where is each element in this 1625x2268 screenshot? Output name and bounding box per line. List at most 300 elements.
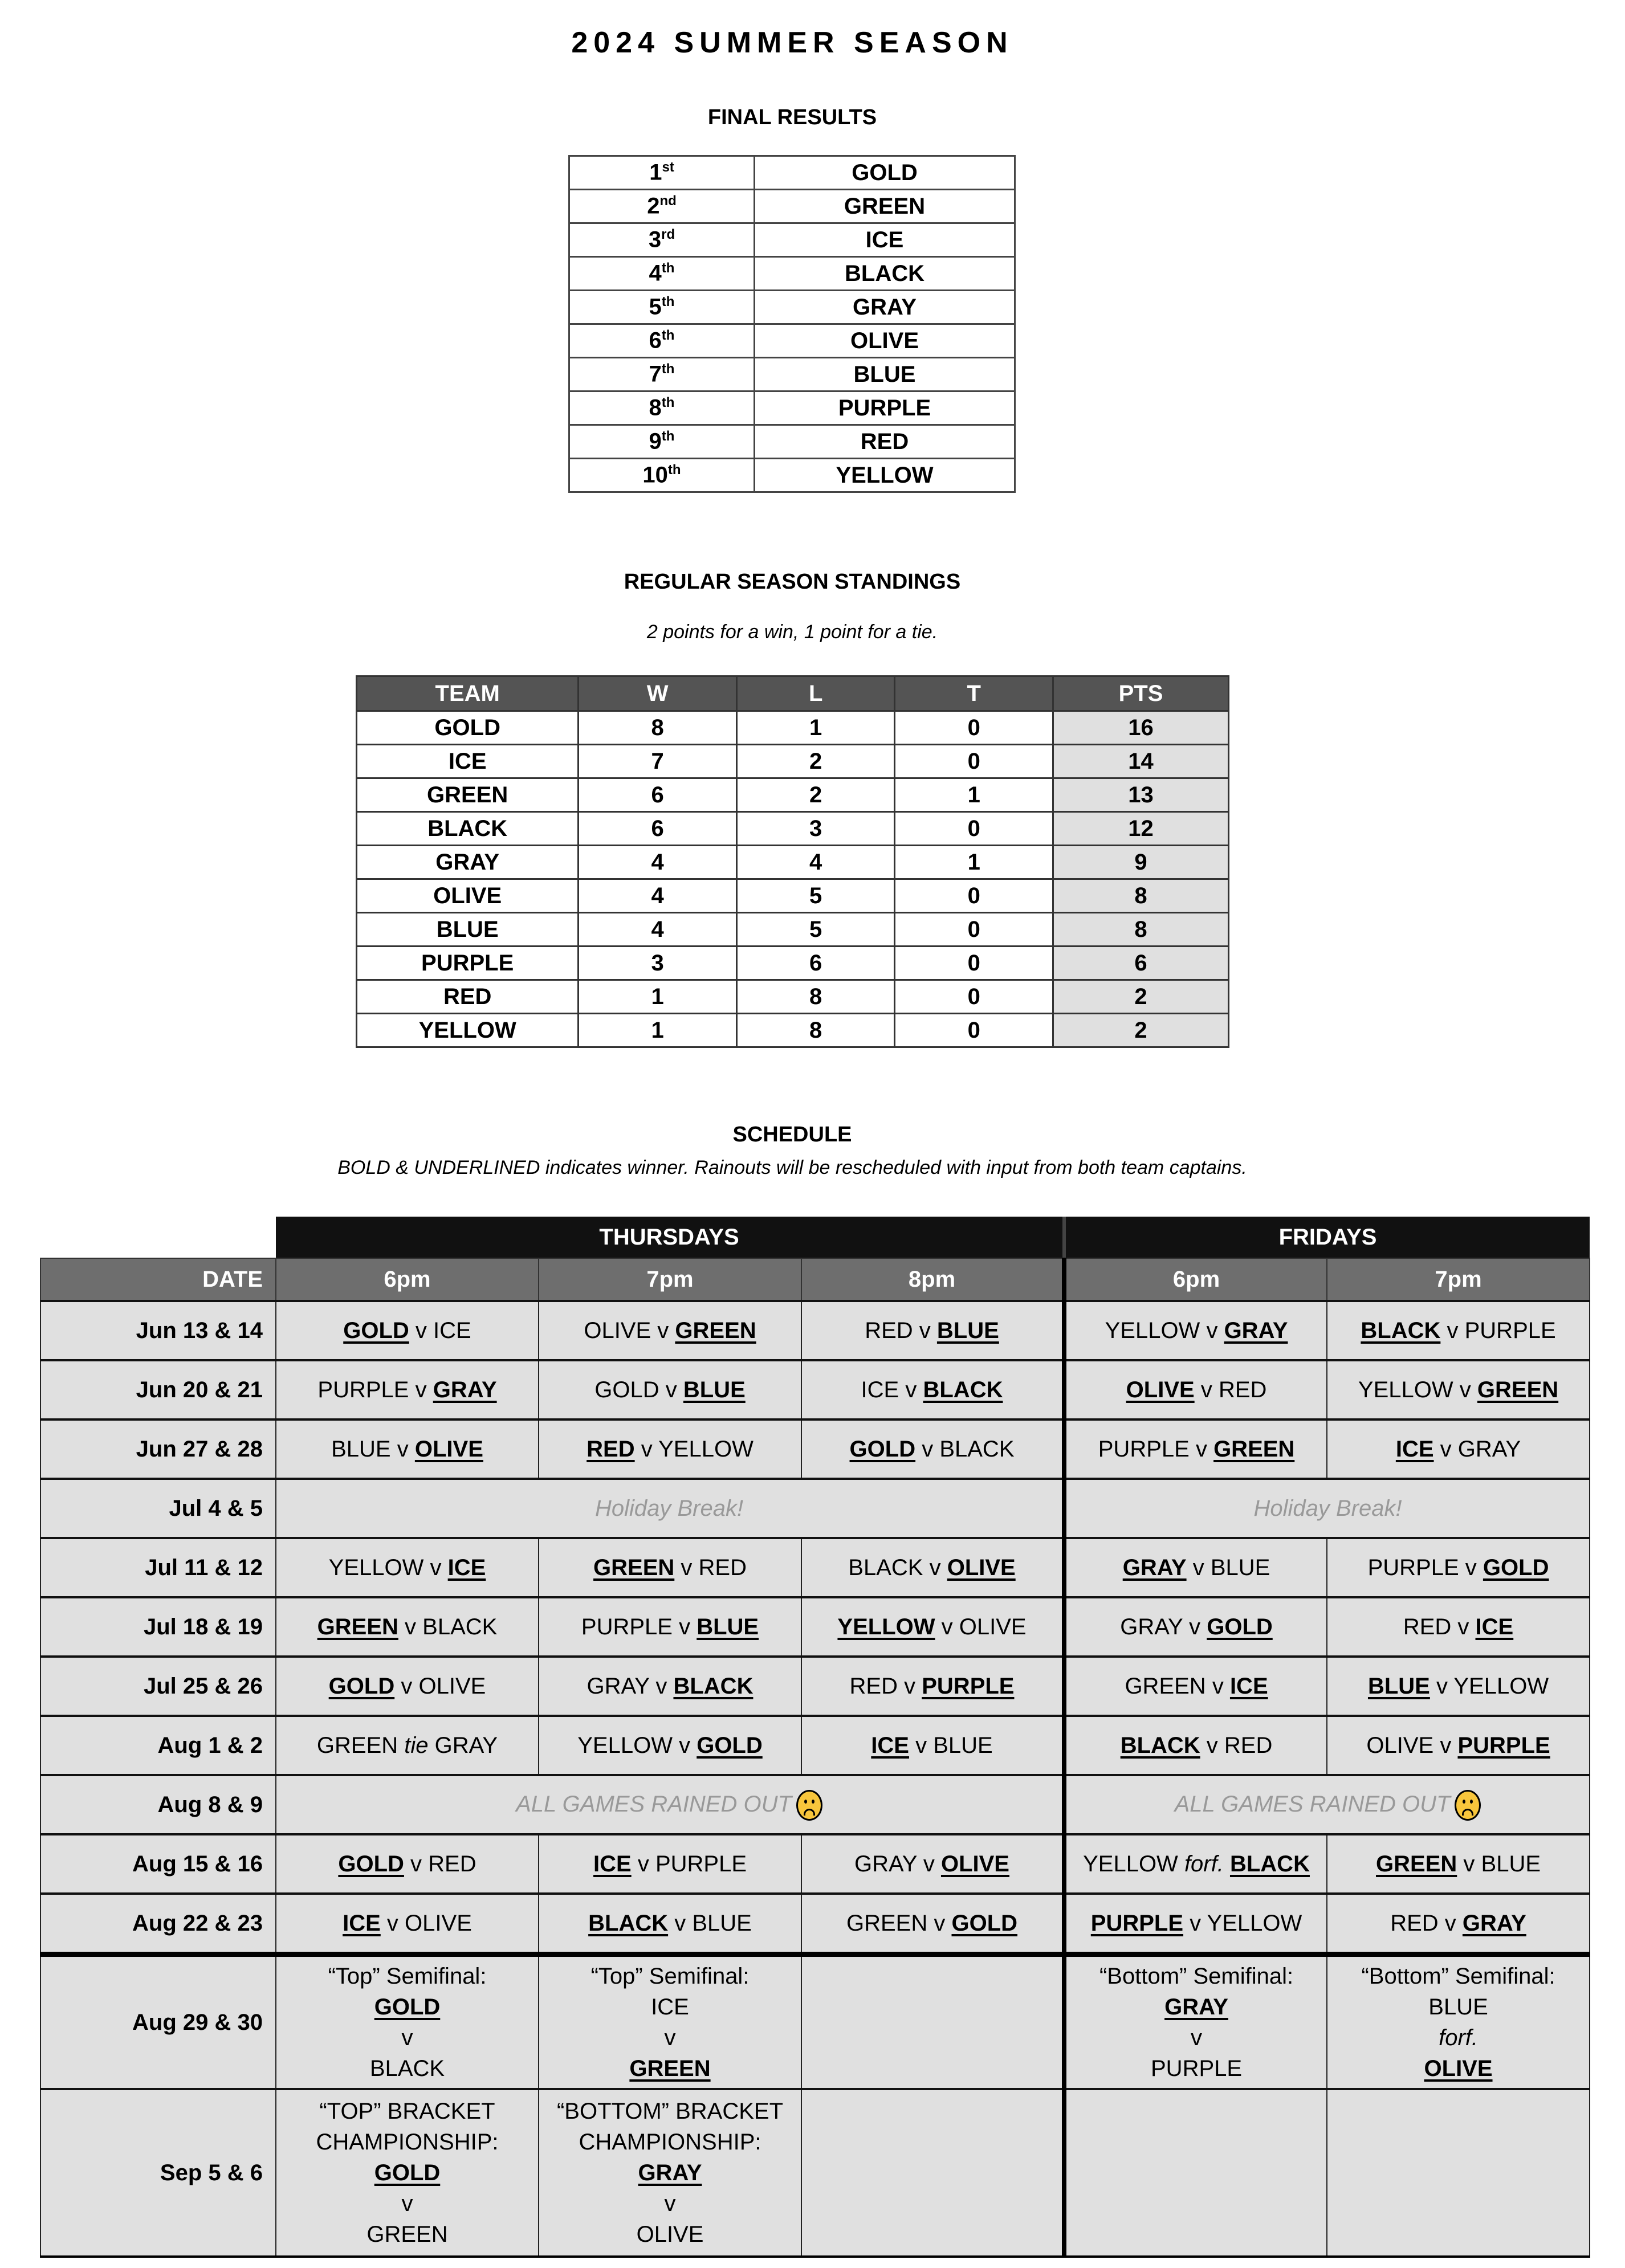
losses-cell: 5: [736, 913, 895, 947]
winning-team: GREEN: [629, 2056, 711, 2081]
wins-cell: 7: [579, 745, 737, 778]
team-name: OLIVE: [584, 1318, 651, 1343]
versus-separator: v: [405, 1614, 417, 1639]
place-suffix: th: [661, 361, 675, 377]
winning-team: GREEN: [1477, 1377, 1559, 1402]
final-result-row: [569, 324, 1015, 358]
team-name: ICE: [651, 1994, 689, 2020]
frown-face-icon: [796, 1790, 822, 1821]
winning-team: GRAY: [638, 2160, 702, 2185]
versus-separator: v: [915, 1733, 927, 1758]
week-date: Aug 22 & 23: [40, 1894, 276, 1955]
playoff-game-cell: [539, 1955, 801, 2090]
game-label: “Bottom” Semifinal:: [1361, 1964, 1555, 1989]
team-cell: GRAY: [357, 846, 579, 879]
schedule-week-row: [40, 1301, 1590, 1360]
winning-team: RED: [587, 1437, 635, 1462]
team-name: BLACK: [848, 1555, 923, 1580]
versus-separator: v: [386, 1911, 398, 1936]
standings-row: [357, 913, 1229, 947]
place-cell: [569, 156, 755, 190]
place-cell: [569, 459, 755, 492]
winning-team: GREEN: [317, 1614, 398, 1639]
versus-separator: v: [397, 1437, 409, 1462]
frown-face-icon: [1455, 1790, 1481, 1821]
game-cell: [539, 1538, 801, 1597]
team-name: OLIVE: [405, 1911, 472, 1936]
game-cell: [1064, 1360, 1327, 1419]
place-number: 3: [648, 227, 662, 252]
game-cell: [801, 1894, 1064, 1955]
versus-separator: v: [681, 1555, 693, 1580]
team-name: RED: [1218, 1377, 1267, 1402]
schedule-week-row: [40, 1657, 1590, 1716]
place-cell: [569, 324, 755, 358]
versus-separator: v: [1459, 1377, 1471, 1402]
versus-separator: v: [401, 2025, 413, 2050]
losses-cell: 1: [736, 711, 895, 745]
team-cell: ICE: [357, 745, 579, 778]
wins-cell: 1: [579, 1014, 737, 1047]
losses-cell: 8: [736, 1014, 895, 1047]
place-suffix: rd: [661, 227, 675, 243]
winning-team: YELLOW: [837, 1614, 935, 1639]
place-suffix: th: [661, 328, 675, 344]
winning-team: GOLD: [1207, 1614, 1273, 1639]
team-name: BLUE: [1428, 1994, 1488, 2020]
playoff-game-cell: [276, 2089, 539, 2257]
versus-separator: v: [665, 1377, 677, 1402]
versus-separator: v: [1457, 1614, 1469, 1639]
versus-separator: v: [1212, 1674, 1224, 1699]
team-name: BLUE: [1210, 1555, 1270, 1580]
game-cell: [276, 1538, 539, 1597]
game-cell: [539, 1360, 801, 1419]
versus-separator: v: [410, 1851, 422, 1877]
game-line: [539, 1992, 801, 2022]
schedule-week-row: [40, 1716, 1590, 1775]
game-cell: [276, 1597, 539, 1657]
game-cell: [1327, 1834, 1590, 1894]
schedule-note-text: ALL GAMES RAINED OUT: [516, 1791, 792, 1817]
winning-team: GOLD: [338, 1851, 404, 1877]
game-label: CHAMPIONSHIP:: [316, 2130, 499, 2155]
winning-team: ICE: [343, 1911, 381, 1936]
versus-separator: v: [905, 1377, 917, 1402]
game-cell: [1327, 1716, 1590, 1775]
team-name: RED: [698, 1555, 747, 1580]
versus-separator: v: [929, 1555, 941, 1580]
ties-cell: 0: [895, 711, 1053, 745]
ties-cell: 0: [895, 745, 1053, 778]
team-name: BLACK: [939, 1437, 1015, 1462]
losses-cell: 4: [736, 846, 895, 879]
schedule-week-row: [40, 1894, 1590, 1955]
ties-cell: 0: [895, 947, 1053, 980]
game-cell: [1327, 1894, 1590, 1955]
standings-column-header: PTS: [1053, 676, 1228, 711]
date-column-header: DATE: [40, 1258, 276, 1301]
standings-row: [357, 711, 1229, 745]
team-name: RED: [865, 1318, 913, 1343]
team-name: PURPLE: [1098, 1437, 1190, 1462]
place-number: 8: [649, 395, 662, 421]
versus-separator: v: [1192, 1555, 1204, 1580]
thursday-note-cell: [276, 1479, 1064, 1538]
team-name: PURPLE: [581, 1614, 673, 1639]
place-suffix: th: [661, 429, 675, 444]
team-name: YELLOW: [577, 1733, 673, 1758]
ties-cell: 1: [895, 778, 1053, 812]
game-cell: [801, 1360, 1064, 1419]
winning-team: GRAY: [1122, 1555, 1187, 1580]
week-date: Jun 20 & 21: [40, 1360, 276, 1419]
game-cell: [801, 1419, 1064, 1479]
week-date: Jul 4 & 5: [40, 1479, 276, 1538]
versus-separator: v: [1465, 1555, 1477, 1580]
versus-separator: v: [919, 1318, 931, 1343]
place-cell: [569, 358, 755, 391]
schedule-note: BOLD & UNDERLINED indicates winner. Rainouts will be rescheduled with input from both team captains.: [337, 1157, 1247, 1178]
winning-team: GOLD: [1483, 1555, 1549, 1580]
team-cell: OLIVE: [357, 879, 579, 913]
wins-cell: 6: [579, 778, 737, 812]
versus-separator: v: [1444, 1911, 1456, 1936]
game-cell: [1064, 1538, 1327, 1597]
winning-team: BLACK: [1361, 1318, 1441, 1343]
final-result-row: [569, 223, 1015, 257]
team-name: ICE: [861, 1377, 899, 1402]
game-cell: [801, 1834, 1064, 1894]
losses-cell: 2: [736, 778, 895, 812]
game-cell: [1064, 1894, 1327, 1955]
team-name: RED: [1390, 1911, 1439, 1936]
thursdays-header: THURSDAYS: [276, 1217, 1064, 1258]
winning-team: BLACK: [1120, 1733, 1200, 1758]
wins-cell: 4: [579, 846, 737, 879]
versus-separator: v: [1447, 1318, 1459, 1343]
team-cell: GOLD: [357, 711, 579, 745]
game-line: [276, 1992, 538, 2022]
schedule-week-row: [40, 1360, 1590, 1419]
standings-row: [357, 1014, 1229, 1047]
team-name: GRAY: [434, 1733, 498, 1758]
final-result-row: [569, 156, 1015, 190]
winning-team: GOLD: [697, 1733, 763, 1758]
team-cell: PURPLE: [755, 391, 1015, 425]
game-cell: [276, 1419, 539, 1479]
team-name: BLUE: [692, 1911, 752, 1936]
versus-separator: v: [934, 1911, 946, 1936]
versus-separator: tie: [404, 1733, 429, 1758]
team-name: YELLOW: [328, 1555, 424, 1580]
time-slot-header: 7pm: [539, 1258, 801, 1301]
versus-separator: v: [1206, 1318, 1218, 1343]
team-cell: GOLD: [755, 156, 1015, 190]
standings-row: [357, 812, 1229, 846]
final-result-row: [569, 358, 1015, 391]
fridays-header: FRIDAYS: [1064, 1217, 1590, 1258]
versus-separator: v: [641, 1437, 653, 1462]
game-cell: [1327, 1360, 1590, 1419]
team-name: GOLD: [594, 1377, 659, 1402]
team-name: PURPLE: [317, 1377, 409, 1402]
versus-separator: v: [401, 1674, 413, 1699]
winning-team: ICE: [447, 1555, 486, 1580]
standings-row: [357, 947, 1229, 980]
team-cell: GREEN: [357, 778, 579, 812]
standings-column-header: W: [579, 676, 737, 711]
winning-team: GRAY: [433, 1377, 497, 1402]
team-name: GRAY: [1457, 1437, 1521, 1462]
empty-cell: [1064, 2089, 1327, 2257]
versus-separator: forf.: [1184, 1851, 1224, 1877]
team-name: RED: [1403, 1614, 1452, 1639]
game-label: “BOTTOM” BRACKET: [556, 2099, 784, 2124]
ties-cell: 0: [895, 879, 1053, 913]
game-cell: [1327, 1301, 1590, 1360]
game-cell: [801, 1597, 1064, 1657]
versus-separator: v: [674, 1911, 686, 1936]
versus-separator: v: [664, 2025, 676, 2050]
game-line: [539, 2219, 801, 2250]
ties-cell: 0: [895, 913, 1053, 947]
points-cell: 2: [1053, 980, 1228, 1014]
standings-row: [357, 879, 1229, 913]
team-name: YELLOW: [1358, 1377, 1453, 1402]
wins-cell: 8: [579, 711, 737, 745]
game-cell: [539, 1597, 801, 1657]
winning-team: OLIVE: [940, 1851, 1009, 1877]
winning-team: GOLD: [374, 1994, 441, 2020]
standings-column-header: TEAM: [357, 676, 579, 711]
game-cell: [1064, 1716, 1327, 1775]
game-cell: [801, 1538, 1064, 1597]
schedule-heading: SCHEDULE: [732, 1123, 852, 1147]
versus-separator: v: [655, 1674, 667, 1699]
team-name: BLUE: [933, 1733, 993, 1758]
team-name: BLACK: [422, 1614, 498, 1639]
place-cell: [569, 223, 755, 257]
team-name: GRAY: [1120, 1614, 1183, 1639]
winning-team: OLIVE: [947, 1555, 1016, 1580]
winning-team: BLACK: [673, 1674, 754, 1699]
versus-separator: v: [923, 1851, 935, 1877]
final-result-row: [569, 190, 1015, 223]
friday-note-cell: [1064, 1479, 1590, 1538]
winning-team: ICE: [593, 1851, 632, 1877]
week-date: Aug 1 & 2: [40, 1716, 276, 1775]
week-date: Jul 18 & 19: [40, 1597, 276, 1657]
winning-team: GREEN: [1213, 1437, 1295, 1462]
winning-team: GOLD: [328, 1674, 395, 1699]
week-date: Sep 5 & 6: [40, 2089, 276, 2257]
game-cell: [276, 1301, 539, 1360]
points-cell: 8: [1053, 913, 1228, 947]
versus-separator: v: [637, 1851, 649, 1877]
team-name: YELLOW: [1083, 1851, 1178, 1877]
place-cell: [569, 425, 755, 459]
week-date: Jun 13 & 14: [40, 1301, 276, 1360]
points-cell: 9: [1053, 846, 1228, 879]
winning-team: BLUE: [1367, 1674, 1430, 1699]
winning-team: BLACK: [1229, 1851, 1310, 1877]
versus-separator: v: [430, 1555, 442, 1580]
team-name: YELLOW: [1453, 1674, 1549, 1699]
versus-separator: v: [679, 1614, 691, 1639]
schedule-note-text: ALL GAMES RAINED OUT: [1174, 1791, 1451, 1817]
winning-team: GOLD: [951, 1911, 1018, 1936]
ties-cell: 0: [895, 980, 1053, 1014]
game-label: “TOP” BRACKET: [319, 2099, 495, 2124]
game-line: [276, 2157, 538, 2188]
place-suffix: th: [667, 462, 681, 478]
week-date: Aug 15 & 16: [40, 1834, 276, 1894]
schedule-week-row: [40, 1538, 1590, 1597]
versus-separator: v: [1191, 2025, 1203, 2050]
game-line: [276, 2188, 538, 2219]
team-name: OLIVE: [418, 1674, 486, 1699]
playoff-row: [40, 2089, 1590, 2257]
final-result-row: [569, 291, 1015, 324]
game-line: [276, 2022, 538, 2053]
team-name: RED: [428, 1851, 476, 1877]
game-cell: [1064, 1657, 1327, 1716]
versus-separator: v: [1190, 1911, 1202, 1936]
empty-cell: [801, 1955, 1064, 2090]
team-cell: ICE: [755, 223, 1015, 257]
team-name: ICE: [433, 1318, 471, 1343]
versus-separator: v: [1200, 1377, 1212, 1402]
winning-team: GREEN: [1376, 1851, 1457, 1877]
versus-separator: v: [657, 1318, 669, 1343]
game-cell: [1064, 1301, 1327, 1360]
game-line: [539, 2053, 801, 2084]
game-label: “Bottom” Semifinal:: [1099, 1964, 1294, 1989]
game-cell: [801, 1716, 1064, 1775]
final-result-row: [569, 391, 1015, 425]
team-name: GRAY: [587, 1674, 650, 1699]
winning-team: BLUE: [683, 1377, 746, 1402]
winning-team: PURPLE: [922, 1674, 1015, 1699]
schedule-week-row: [40, 1479, 1590, 1538]
points-cell: 6: [1053, 947, 1228, 980]
final-results-heading: FINAL RESULTS: [707, 105, 877, 129]
winning-team: GREEN: [675, 1318, 756, 1343]
team-cell: BLACK: [755, 257, 1015, 291]
game-line: [276, 2053, 538, 2084]
game-line: [1327, 2053, 1589, 2084]
versus-separator: v: [922, 1437, 934, 1462]
game-cell: [276, 1716, 539, 1775]
place-suffix: st: [662, 160, 674, 176]
place-number: 1: [649, 160, 662, 185]
game-label: “Top” Semifinal:: [590, 1964, 750, 1989]
team-name: PURPLE: [1464, 1318, 1556, 1343]
game-label: “Top” Semifinal:: [328, 1964, 487, 1989]
versus-separator: v: [664, 2191, 676, 2216]
game-line: [539, 2022, 801, 2053]
game-cell: [1327, 1657, 1590, 1716]
game-cell: [1327, 1419, 1590, 1479]
points-cell: 12: [1053, 812, 1228, 846]
place-number: 9: [649, 429, 662, 454]
playoff-game-cell: [276, 1955, 539, 2090]
final-result-row: [569, 425, 1015, 459]
game-cell: [539, 1894, 801, 1955]
team-name: PURPLE: [1367, 1555, 1459, 1580]
team-name: YELLOW: [658, 1437, 754, 1462]
week-date: Jul 25 & 26: [40, 1657, 276, 1716]
team-cell: BLUE: [357, 913, 579, 947]
winning-team: GRAY: [1462, 1911, 1526, 1936]
schedule-week-row: [40, 1775, 1590, 1834]
place-number: 2: [647, 193, 660, 219]
game-cell: [801, 1301, 1064, 1360]
game-line: [1066, 2053, 1326, 2084]
game-cell: [539, 1834, 801, 1894]
winning-team: BLACK: [588, 1911, 669, 1936]
team-name: BLUE: [331, 1437, 391, 1462]
game-cell: [276, 1894, 539, 1955]
winning-team: GOLD: [849, 1437, 916, 1462]
winning-team: BLUE: [936, 1318, 999, 1343]
points-cell: 16: [1053, 711, 1228, 745]
place-number: 4: [649, 260, 662, 286]
wins-cell: 1: [579, 980, 737, 1014]
game-line: [1327, 1992, 1589, 2022]
game-line: [1327, 2022, 1589, 2053]
team-name: YELLOW: [1105, 1318, 1200, 1343]
time-slot-header: 6pm: [1064, 1258, 1327, 1301]
team-cell: GRAY: [755, 291, 1015, 324]
page-title: 2024 SUMMER SEASON: [571, 26, 1013, 59]
winning-team: ICE: [1229, 1674, 1268, 1699]
place-number: 10: [642, 462, 668, 488]
schedule-week-row: [40, 1834, 1590, 1894]
team-cell: YELLOW: [357, 1014, 579, 1047]
place-suffix: th: [661, 395, 675, 411]
winning-team: OLIVE: [1424, 2056, 1493, 2081]
team-cell: RED: [357, 980, 579, 1014]
standings-row: [357, 745, 1229, 778]
team-name: PURPLE: [655, 1851, 747, 1877]
team-cell: GREEN: [755, 190, 1015, 223]
team-name: GREEN: [366, 2222, 448, 2247]
wins-cell: 6: [579, 812, 737, 846]
losses-cell: 2: [736, 745, 895, 778]
winning-team: BLACK: [923, 1377, 1003, 1402]
week-date: Jun 27 & 28: [40, 1419, 276, 1479]
game-line: [539, 2188, 801, 2219]
team-cell: OLIVE: [755, 324, 1015, 358]
points-cell: 13: [1053, 778, 1228, 812]
winning-team: BLUE: [697, 1614, 759, 1639]
team-name: GREEN: [316, 1733, 398, 1758]
week-date: Aug 29 & 30: [40, 1955, 276, 2090]
friday-note-cell: [1064, 1775, 1590, 1834]
schedule-table: [40, 1217, 1590, 2258]
team-name: OLIVE: [959, 1614, 1027, 1639]
team-name: GREEN: [1125, 1674, 1206, 1699]
winning-team: ICE: [871, 1733, 909, 1758]
team-name: PURPLE: [1151, 2056, 1243, 2081]
place-number: 6: [649, 328, 662, 353]
ties-cell: 1: [895, 846, 1053, 879]
schedule-note-text: Holiday Break!: [1253, 1496, 1402, 1521]
standings-heading: REGULAR SEASON STANDINGS: [624, 570, 961, 594]
versus-separator: v: [904, 1674, 916, 1699]
